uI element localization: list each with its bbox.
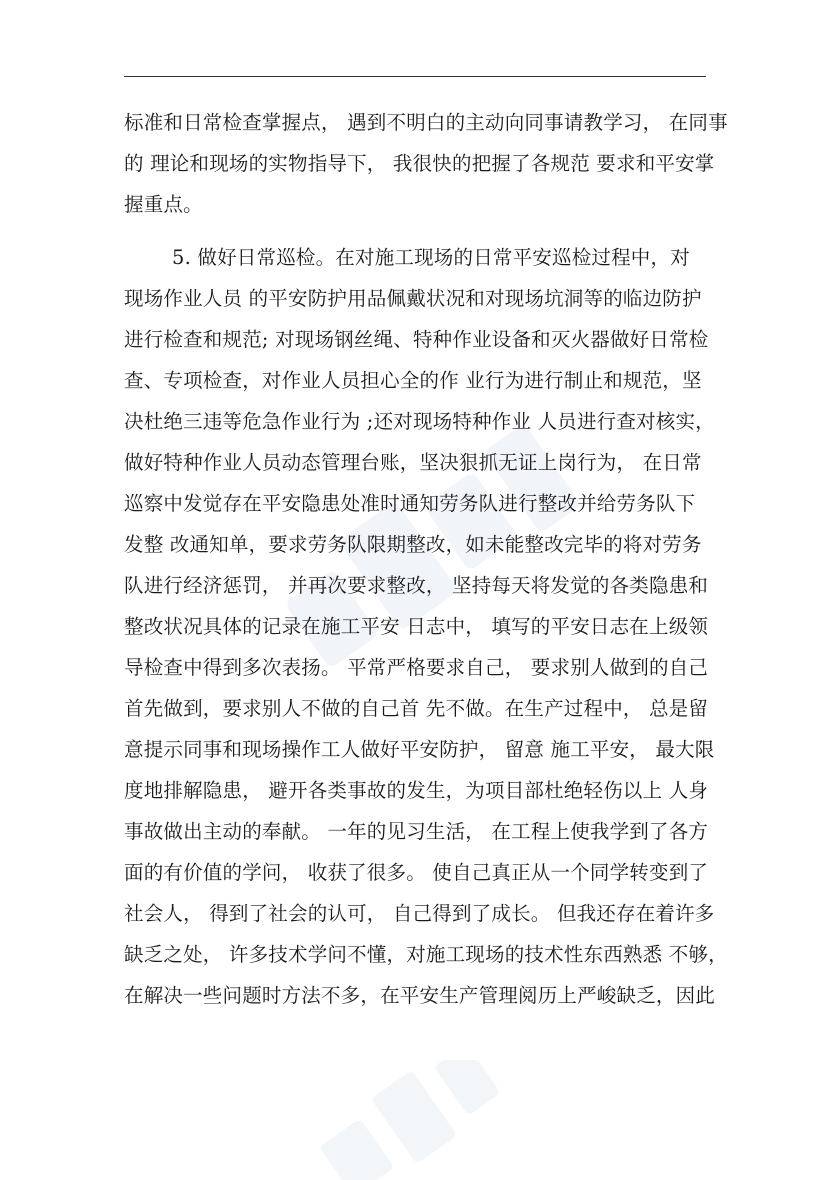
text-line: 社会人， 得到了社会的认可， 自己得到了成长。 但我还存在着许多 bbox=[124, 902, 715, 925]
text-line: 标准和日常检查掌握点， 遇到不明白的主动向同事请教学习， 在同事 bbox=[124, 111, 728, 134]
header-rule bbox=[124, 76, 706, 77]
text-line: 度地排解隐患， 避开各类事故的发生，为项目部杜绝轻伤以上 人身 bbox=[124, 779, 709, 802]
text-line-first: 5. 做好日常巡检。在对施工现场的日常平安巡检过程中，对 bbox=[172, 246, 690, 269]
text-line: 发整 改通知单，要求劳务队限期整改，如未能整改完毕的将对劳务 bbox=[124, 533, 702, 556]
text-line: 事故做出主动的奉献。 一年的见习生活， 在工程上使我学到了各方 bbox=[124, 820, 709, 843]
paragraph-5 bbox=[124, 237, 728, 1016]
text-line: 导检查中得到多次表扬。 平常严格要求自己， 要求别人做到的自己 bbox=[124, 656, 709, 679]
text-line: 决杜绝三违等危急作业行为 ;还对现场特种作业 人员进行查对核实， bbox=[124, 410, 715, 433]
watermark-logo-bottom bbox=[300, 1060, 520, 1180]
text-line: 整改状况具体的记录在施工平安 日志中， 填写的平安日志在上级领 bbox=[124, 615, 709, 638]
text-line: 做好特种作业人员动态管理台账，坚决狠抓无证上岗行为， 在日常 bbox=[124, 451, 702, 474]
text-line: 进行检查和规范; 对现场钢丝绳、特种作业设备和灭火器做好日常检 bbox=[124, 328, 709, 351]
text-line: 的 理论和现场的实物指导下， 我很快的把握了各规范 要求和平安掌 bbox=[124, 152, 715, 175]
text-line: 巡察中发觉存在平安隐患处准时通知劳务队进行整改并给劳务队下 bbox=[124, 492, 696, 515]
paragraph-continued bbox=[124, 102, 728, 225]
text-line: 面的有价值的学问， 收获了很多。 使自己真正从一个同学转变到了 bbox=[124, 861, 709, 884]
text-line: 在解决一些问题时方法不多，在平安生产管理阅历上严峻缺乏，因此 bbox=[124, 984, 716, 1007]
text-line: 首先做到，要求别人不做的自己首 先不做。在生产过程中， 总是留 bbox=[124, 697, 709, 720]
text-line: 现场作业人员 的平安防护用品佩戴状况和对现场坑洞等的临边防护 bbox=[124, 287, 702, 310]
text-line: 意提示同事和现场操作工人做好平安防护， 留意 施工平安， 最大限 bbox=[124, 738, 715, 761]
text-line: 缺乏之处， 许多技术学问不懂，对施工现场的技术性东西熟悉 不够， bbox=[124, 943, 728, 966]
text-line: 队进行经济惩罚， 并再次要求整改， 坚持每天将发觉的各类隐患和 bbox=[124, 574, 709, 597]
text-line: 查、专项检查，对作业人员担心全的作 业行为进行制止和规范，坚 bbox=[124, 369, 702, 392]
text-line: 握重点。 bbox=[124, 193, 203, 216]
